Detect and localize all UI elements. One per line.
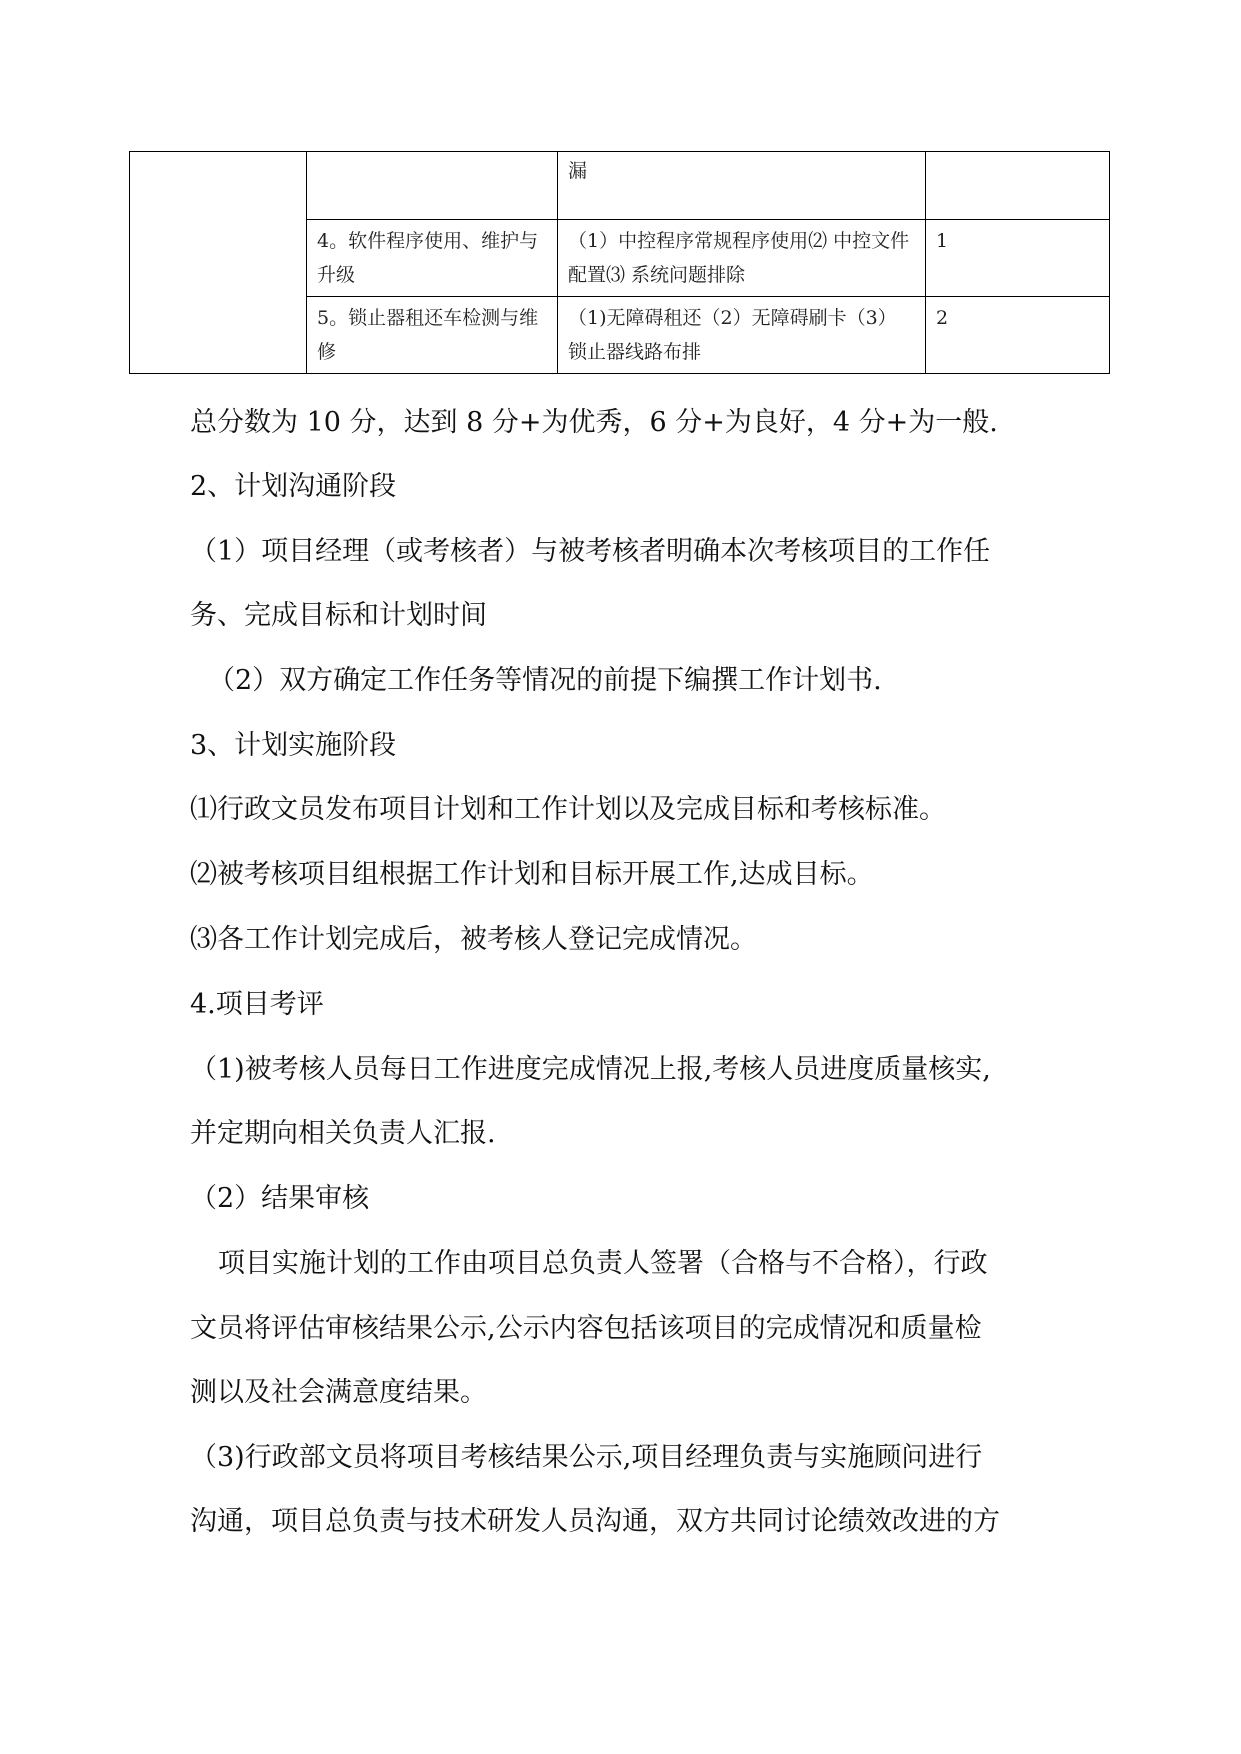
subheading-result-review: （2）结果审核 — [190, 1183, 370, 1214]
paragraph-line: ⑴行政文员发布项目计划和工作计划以及完成目标和考核标准。 — [190, 794, 946, 825]
table-row — [130, 152, 1110, 220]
score-summary-line: 总分数为 10 分，达到 8 分+为优秀，6 分+为良好，4 分+为一般. — [190, 407, 998, 438]
paragraph-line: 文员将评估审核结果公示,公示内容包括该项目的完成情况和质量检 — [190, 1313, 982, 1344]
paragraph-line: 项目实施计划的工作由项目总负责人签署（合格与不合格），行政 — [218, 1248, 988, 1279]
paragraph-line: （1）项目经理（或考核者）与被考核者明确本次考核项目的工作任 — [190, 536, 991, 567]
paragraph-line: 并定期向相关负责人汇报. — [190, 1118, 496, 1149]
table-cell-category — [130, 152, 307, 374]
table-cell-score: 1 — [926, 220, 1110, 297]
paragraph-line: ⑵被考核项目组根据工作计划和目标开展工作,达成目标。 — [190, 859, 874, 890]
table-cell-detail: 漏 — [558, 152, 926, 220]
section-heading-plan-communication: 2、计划沟通阶段 — [190, 471, 397, 502]
table-cell-score: 2 — [926, 297, 1110, 374]
paragraph-line: （2）双方确定工作任务等情况的前提下编撰工作计划书. — [208, 665, 882, 696]
paragraph-line: 沟通，项目总负责与技术研发人员沟通，双方共同讨论绩效改进的方 — [190, 1506, 1000, 1537]
table-cell-detail: （1）中控程序常规程序使用⑵ 中控文件配置⑶ 系统问题排除 — [558, 220, 926, 297]
table-cell-detail: （1)无障碍租还（2）无障碍刷卡（3）锁止器线路布排 — [558, 297, 926, 374]
paragraph-line: 务、完成目标和计划时间 — [190, 600, 487, 631]
section-heading-project-review: 4.项目考评 — [190, 989, 324, 1020]
table-cell-item: 5。锁止器租还车检测与维修 — [307, 297, 558, 374]
paragraph-line: （1)被考核人员每日工作进度完成情况上报,考核人员进度质量核实, — [190, 1054, 991, 1085]
table-cell-item: 4。软件程序使用、维护与升级 — [307, 220, 558, 297]
table-cell-score — [926, 152, 1110, 220]
assessment-table — [129, 151, 1110, 374]
paragraph-line: 测以及社会满意度结果。 — [190, 1377, 487, 1408]
paragraph-line: （3)行政部文员将项目考核结果公示,项目经理负责与实施顾问进行 — [190, 1442, 983, 1473]
table-cell-item — [307, 152, 558, 220]
paragraph-line: ⑶各工作计划完成后，被考核人登记完成情况。 — [190, 924, 757, 955]
section-heading-plan-implementation: 3、计划实施阶段 — [190, 730, 397, 761]
